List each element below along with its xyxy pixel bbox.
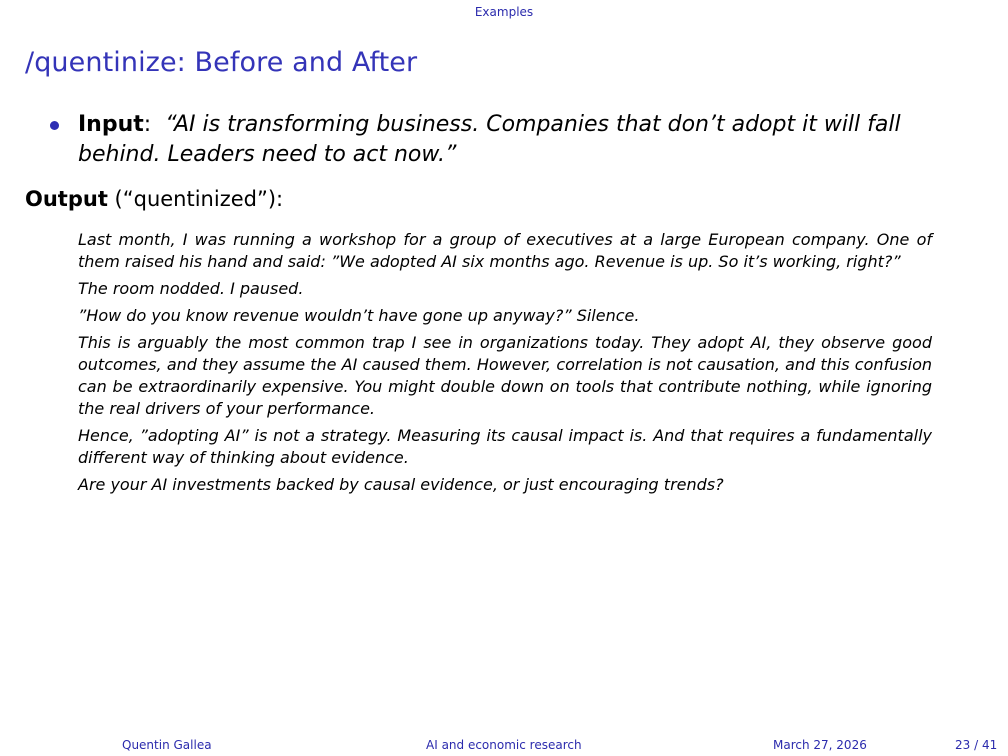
output-paragraph: Last month, I was running a workshop for a group of executives at a large European company. One of them raised his hand and said: ”We adopted AI six months ago. Revenue is up. So it’s working, right?”: [78, 230, 932, 271]
output-label: Output: [25, 187, 108, 211]
input-bullet-item: [50, 110, 990, 170]
output-paragraph: Are your AI investments backed by causal evidence, or just encouraging trends?: [78, 475, 724, 494]
output-paragraph: The room nodded. I paused.: [78, 279, 304, 298]
footer-author: Quentin Gallea: [122, 738, 212, 752]
section-navigation[interactable]: Examples: [474, 5, 534, 19]
output-heading: [25, 187, 283, 211]
output-paragraph: Hence, ”adopting AI” is not a strategy. Measuring its causal impact is. And that requires a fundamentally different way of thinking about evidence.: [78, 426, 932, 467]
footer-page-number: 23 / 41: [955, 738, 998, 752]
input-text: [78, 110, 990, 170]
footer-date: March 27, 2026: [773, 738, 867, 752]
input-separator: :: [143, 112, 152, 137]
output-paragraph: ”How do you know revenue wouldn’t have gone up anyway?” Silence.: [78, 306, 640, 325]
bullet-icon: [50, 121, 59, 130]
footer-title: AI and economic research: [426, 738, 582, 752]
input-label: Input: [78, 112, 144, 137]
output-body: [78, 229, 932, 501]
output-suffix: (“quentinized”):: [107, 187, 284, 211]
footer: [0, 737, 1008, 755]
output-paragraph: This is arguably the most common trap I see in organizations today. They adopt AI, they observe good outcomes, and they assume the AI caused them. However, correlation is not causation, and this confusion can be extraordinarily expensive. You might double down on tools that contribute nothing, while ignoring the real drivers of your performance.: [78, 333, 932, 418]
frame-title: /quentinize: Before and After: [25, 47, 418, 78]
input-quote: “AI is transforming business. Companies that don’t adopt it will fall behind. Leaders need to act now.”: [78, 112, 901, 167]
